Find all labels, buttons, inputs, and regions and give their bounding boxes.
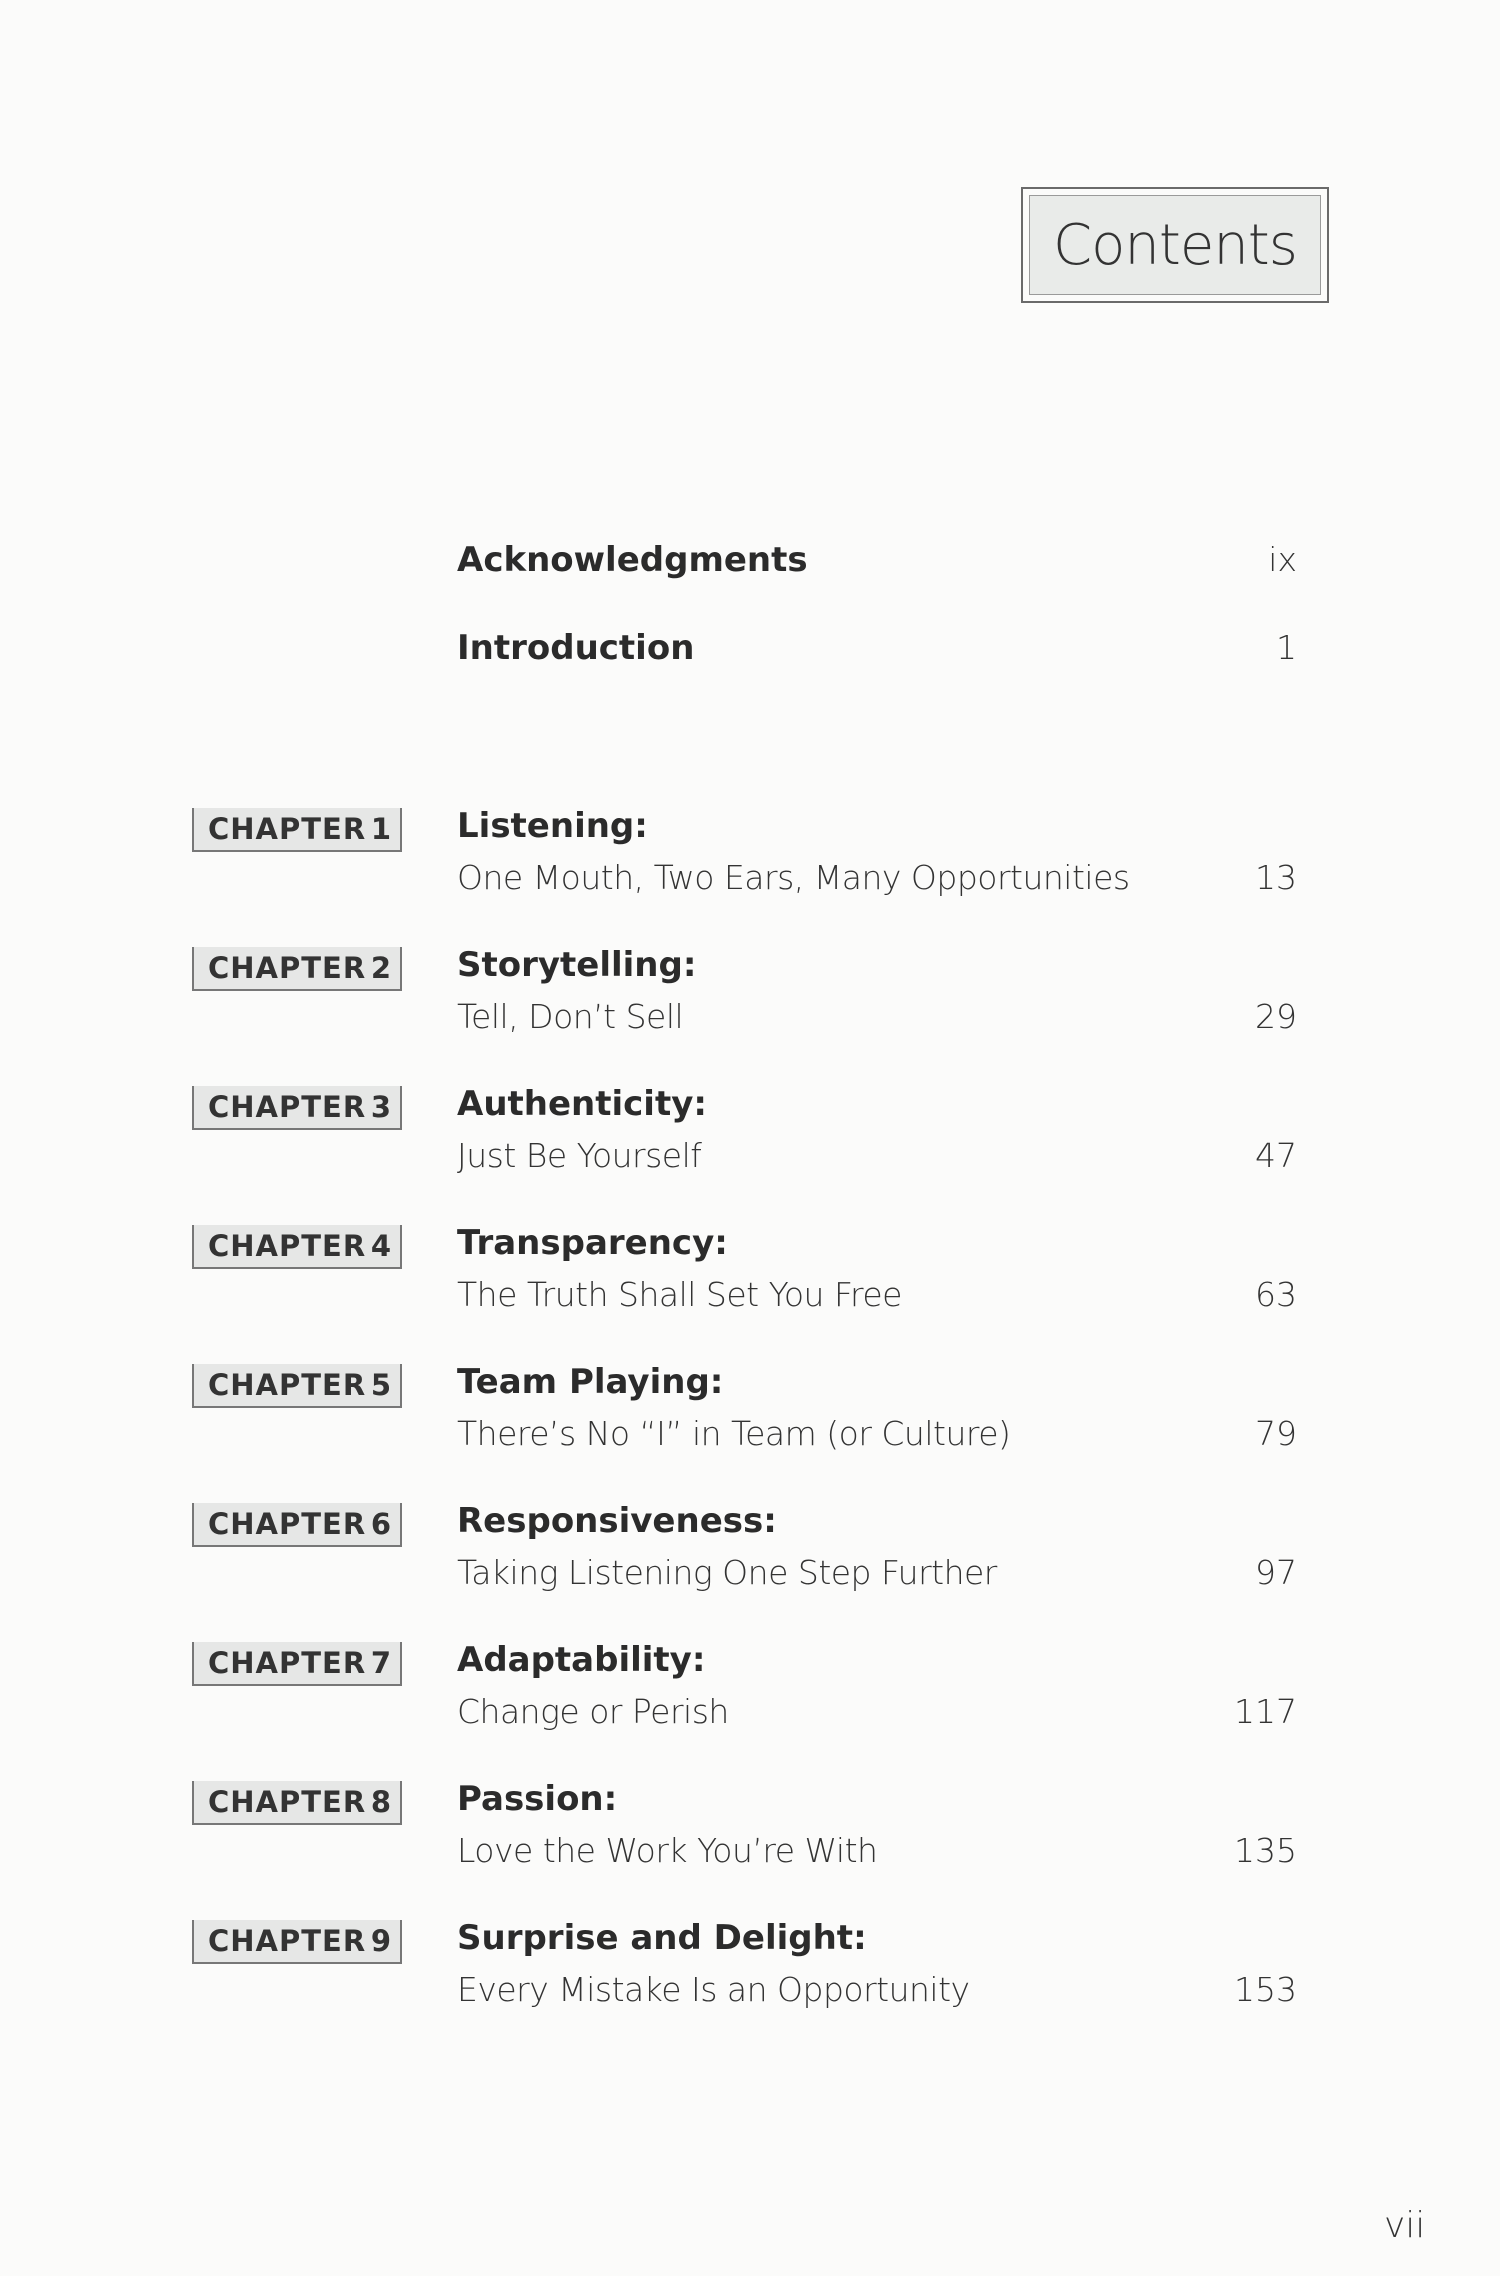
chapter-page-number: 29	[1255, 997, 1297, 1036]
chapter-page-number: 117	[1234, 1692, 1297, 1731]
chapter-subtitle: There’s No “I” in Team (or Culture)	[457, 1414, 1011, 1453]
chapter-title: Listening:	[457, 806, 648, 846]
chapter-page-number: 47	[1255, 1136, 1297, 1175]
chapter-page-number: 13	[1255, 858, 1297, 897]
chapter-number: 8	[370, 1785, 392, 1819]
chapter-label: CHAPTER	[208, 1507, 367, 1541]
chapter-page-number: 97	[1255, 1553, 1297, 1592]
chapter-badge	[192, 1503, 402, 1547]
chapter-badge	[192, 808, 402, 852]
chapter-page-number: 135	[1234, 1831, 1297, 1870]
chapter-label: CHAPTER	[208, 1785, 367, 1819]
chapter-number: 2	[370, 951, 392, 985]
entry-page-number: ix	[1268, 540, 1297, 579]
chapter-badge	[192, 1920, 402, 1964]
chapter-title: Adaptability:	[457, 1640, 706, 1680]
chapter-title: Storytelling:	[457, 945, 697, 985]
entry-page-number: 1	[1276, 628, 1297, 667]
folio-page-number: vii	[1384, 2205, 1426, 2246]
chapter-subtitle: Taking Listening One Step Further	[457, 1553, 997, 1592]
chapter-number: 9	[370, 1924, 392, 1958]
chapter-label: CHAPTER	[208, 1924, 367, 1958]
toc-chapter-3[interactable]	[192, 1086, 1297, 1186]
chapter-title: Passion:	[457, 1779, 618, 1819]
chapter-label: CHAPTER	[208, 1229, 367, 1263]
chapter-badge	[192, 1781, 402, 1825]
chapter-page-number: 79	[1255, 1414, 1297, 1453]
toc-chapter-2[interactable]	[192, 947, 1297, 1047]
chapter-page-number: 63	[1255, 1275, 1297, 1314]
chapter-number: 1	[370, 812, 392, 846]
chapter-label: CHAPTER	[208, 812, 367, 846]
page-title-box	[1021, 187, 1329, 303]
toc-chapter-8[interactable]	[192, 1781, 1297, 1881]
chapter-badge	[192, 1225, 402, 1269]
entry-title: Introduction	[457, 628, 695, 668]
chapter-subtitle: Change or Perish	[457, 1692, 729, 1731]
chapter-badge	[192, 947, 402, 991]
chapter-title: Authenticity:	[457, 1084, 707, 1124]
toc-chapter-4[interactable]	[192, 1225, 1297, 1325]
chapter-subtitle: Tell, Don’t Sell	[457, 997, 684, 1036]
chapter-badge	[192, 1086, 402, 1130]
chapter-number: 6	[370, 1507, 392, 1541]
chapter-subtitle: The Truth Shall Set You Free	[457, 1275, 902, 1314]
chapter-subtitle: One Mouth, Two Ears, Many Opportunities	[457, 858, 1130, 897]
chapter-subtitle: Just Be Yourself	[457, 1136, 702, 1175]
chapter-number: 5	[370, 1368, 392, 1402]
chapter-label: CHAPTER	[208, 1368, 367, 1402]
chapter-badge	[192, 1364, 402, 1408]
chapter-number: 3	[370, 1090, 392, 1124]
chapter-number: 4	[370, 1229, 392, 1263]
chapter-label: CHAPTER	[208, 951, 367, 985]
toc-chapter-6[interactable]	[192, 1503, 1297, 1603]
chapter-number: 7	[370, 1646, 392, 1680]
chapter-title: Transparency:	[457, 1223, 728, 1263]
chapter-label: CHAPTER	[208, 1646, 367, 1680]
chapter-subtitle: Love the Work You’re With	[457, 1831, 878, 1870]
toc-chapter-9[interactable]	[192, 1920, 1297, 2020]
chapter-label: CHAPTER	[208, 1090, 367, 1124]
chapter-subtitle: Every Mistake Is an Opportunity	[457, 1970, 970, 2009]
page-title: Contents	[1029, 195, 1321, 295]
toc-chapter-7[interactable]	[192, 1642, 1297, 1742]
chapter-page-number: 153	[1234, 1970, 1297, 2009]
chapter-title: Surprise and Delight:	[457, 1918, 867, 1958]
toc-entry-introduction[interactable]	[457, 628, 1297, 668]
toc-chapter-1[interactable]	[192, 808, 1297, 908]
entry-title: Acknowledgments	[457, 540, 808, 580]
chapter-badge	[192, 1642, 402, 1686]
chapter-title: Responsiveness:	[457, 1501, 777, 1541]
toc-chapter-5[interactable]	[192, 1364, 1297, 1464]
toc-entry-acknowledgments[interactable]	[457, 540, 1297, 580]
chapter-title: Team Playing:	[457, 1362, 724, 1402]
